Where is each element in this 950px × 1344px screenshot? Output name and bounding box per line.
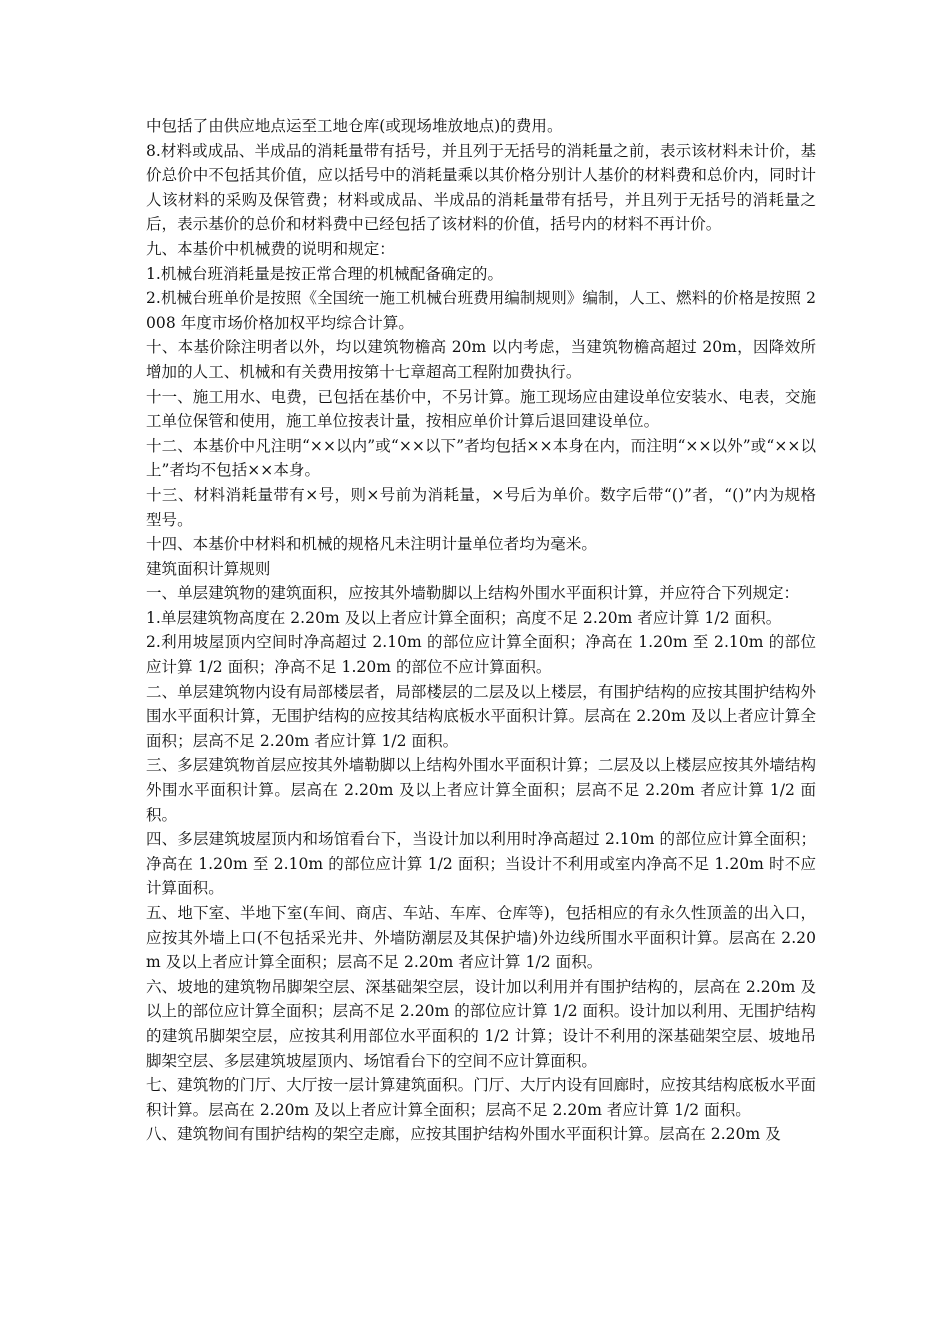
paragraph-machinery-1: 1.机械台班消耗量是按正常合理的机械配备确定的。 bbox=[146, 264, 503, 283]
paragraph-machinery-2: 2.机械台班单价是按照《全国统一施工机械台班费用编制规则》编制，人工、燃料的价格是按照 2008 年度市场价格加权平均综合计算。 bbox=[146, 289, 816, 332]
paragraph-item-13: 十三、材料消耗量带有×号，则×号前为消耗量，×号后为单价。数字后带“()”者，“()”内为规格型号。 bbox=[146, 485, 816, 529]
section-title-area-rules: 建筑面积计算规则 bbox=[146, 559, 271, 578]
paragraph-rule-1-sub-1: 1.单层建筑物高度在 2.20m 及以上者应计算全面积；高度不足 2.20m 者应计算 1/2 面积。 bbox=[146, 608, 782, 627]
paragraph-rule-7: 七、建筑物的门厅、大厅按一层计算建筑面积。门厅、大厅内设有回廊时，应按其结构底板水平面积计算。层高在 2.20m 及以上者应计算全面积；层高不足 2.20m 者应计算 1/2 面积。 bbox=[146, 1076, 816, 1119]
paragraph-item-12: 十二、本基价中凡注明“××以内”或“××以下”者均包括××本身在内，而注明“××以外”或“××以上”者均不包括××本身。 bbox=[146, 436, 816, 480]
paragraph-rule-2: 二、单层建筑物内设有局部楼层者，局部楼层的二层及以上楼层，有围护结构的应按其围护结构外围水平面积计算，无围护结构的应按其结构底板水平面积计算。层高在 2.20m 及以上者应计算全面积；层高不足 2.20m 者应计算 1/2 面积。 bbox=[146, 682, 816, 750]
paragraph-material-brackets: 8.材料或成品、半成品的消耗量带有括号，并且列于无括号的消耗量之前，表示该材料未计价，基价总价中不包括其价值，应以括号中的消耗量乘以其价格分别计人基价的材料费和总价内，同时计人该材料的采购及保管费；材料或成品、半成品的消耗量带有括号，并且列于无括号的消耗量之后，表示基价的总价和材料费中已经包括了该材料的价值，括号内的材料不再计价。 bbox=[146, 141, 816, 234]
paragraph-rule-8: 八、建筑物间有围护结构的架空走廊，应按其围护结构外围水平面积计算。层高在 2.20m 及 bbox=[146, 1125, 781, 1144]
paragraph-rule-4: 四、多层建筑坡屋顶内和场馆看台下，当设计加以利用时净高超过 2.10m 的部位应计算全面积；净高在 1.20m 至 2.10m 的部位应计算 1/2 面积；当设计不利用或室内净高不足 1.20m 时不应计算面积。 bbox=[146, 830, 816, 898]
paragraph-item-10: 十、本基价除注明者以外，均以建筑物檐高 20m 以内考虑，当建筑物檐高超过 20m，因降效所增加的人工、机械和有关费用按第十七章超高工程附加费执行。 bbox=[146, 338, 816, 381]
paragraph-item-14: 十四、本基价中材料和机械的规格凡未注明计量单位者均为毫米。 bbox=[146, 535, 597, 554]
paragraph-rule-1-sub-2: 2.利用坡屋顶内空间时净高超过 2.10m 的部位应计算全面积；净高在 1.20m 至 2.10m 的部位应计算 1/2 面积；净高不足 1.20m 的部位不应计算面积。 bbox=[146, 633, 816, 677]
paragraph-rule-5: 五、地下室、半地下室(车间、商店、车站、车库、仓库等)，包括相应的有永久性顶盖的出入口，应按其外墙上口(不包括采光井、外墙防潮层及其保护墙)外边线所围水平面积计算。层高在 2.20m 及以上者应计算全面积；层高不足 2.20m 者应计算 1/2 面积。 bbox=[146, 904, 816, 972]
paragraph-rule-6: 六、坡地的建筑物吊脚架空层、深基础架空层，设计加以利用并有围护结构的，层高在 2.20m 及以上的部位应计算全面积；层高不足 2.20m 的部位应计算 1/2 面积。设计加以利用、无围护结构的建筑吊脚架空层，应按其利用部位水平面积的 1/2 计算；设计不利用的深基础架空层、坡地吊脚架空层、多层建筑坡屋顶内、场馆看台下的空间不应计算面积。 bbox=[146, 977, 816, 1070]
document-body bbox=[146, 114, 816, 1147]
paragraph-item-11: 十一、施工用水、电费，已包括在基价中，不另计算。施工现场应由建设单位安装水、电表，交施工单位保管和使用，施工单位按表计量，按相应单价计算后退回建设单位。 bbox=[146, 387, 816, 431]
paragraph-rule-3: 三、多层建筑物首层应按其外墙勒脚以上结构外围水平面积计算；二层及以上楼层应按其外墙结构外围水平面积计算。层高在 2.20m 及以上者应计算全面积；层高不足 2.20m 者应计算 1/2 面积。 bbox=[146, 756, 816, 824]
paragraph-cost-continuation: 中包括了由供应地点运至工地仓库(或现场堆放地点)的费用。 bbox=[146, 117, 563, 135]
paragraph-rule-1: 一、单层建筑物的建筑面积，应按其外墙勒脚以上结构外围水平面积计算，并应符合下列规定： bbox=[146, 584, 800, 603]
heading-machinery-fees: 九、本基价中机械费的说明和规定： bbox=[146, 239, 395, 258]
